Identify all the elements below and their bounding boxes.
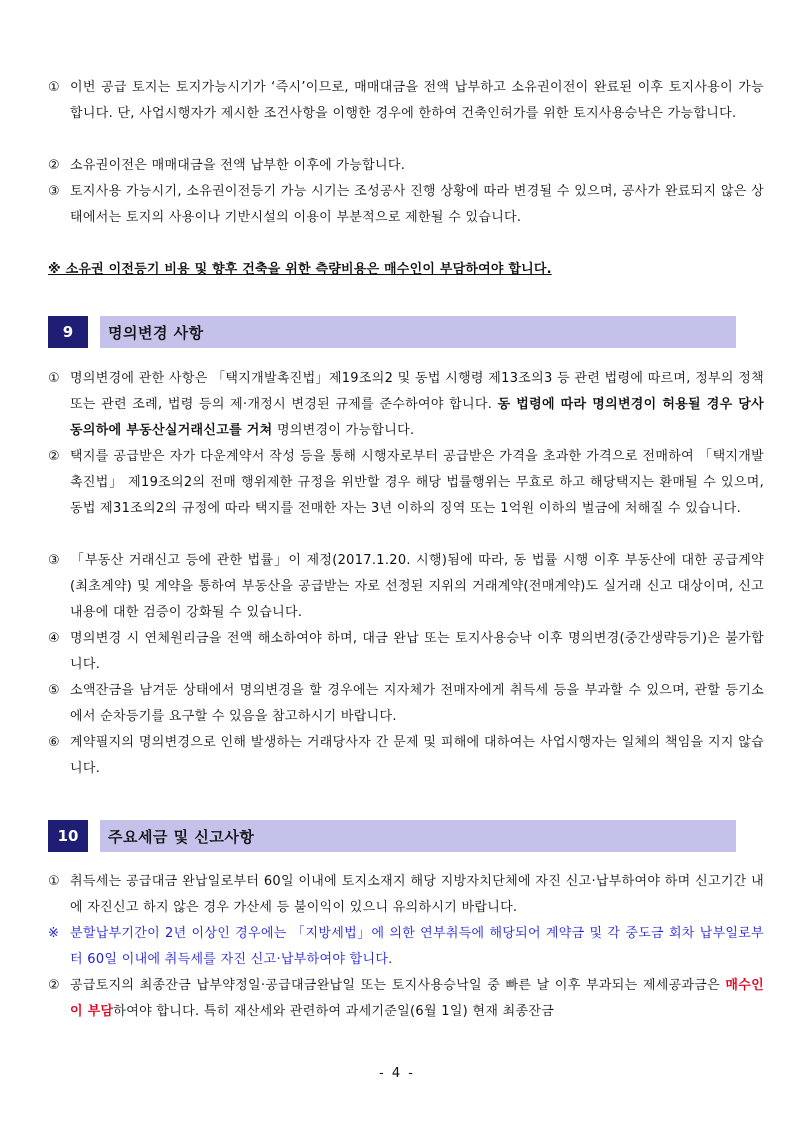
item-text: 명의변경에 관한 사항은 「택지개발촉진법」제19조의2 및 동법 시행령 제13조의3 등 관련 법령에 따르며, 정부의 정책 또는 관련 조례, 법령 등의 제·개정시 변경된 규제를 준수하여야 합니다. — [70, 371, 764, 412]
section-header — [48, 316, 736, 348]
item-text: 명의변경 시 연체원리금을 전액 해소하여야 하며, 대금 완납 또는 토지사용승낙 이후 명의변경(중간생략등기)은 불가합니다. — [70, 631, 764, 672]
item-bold-text: 동 법령에 따라 명의변경이 허용될 경우 당사 동의하에 부동산실거래신고를 거쳐 — [70, 397, 764, 438]
section-title: 주요세금 및 신고사항 — [100, 820, 736, 852]
item-marker: ⑥ — [48, 735, 60, 750]
section-number: 10 — [48, 820, 88, 852]
list-item — [48, 548, 764, 626]
item-text: 공급토지의 최종잔금 납부약정일·공급대금완납일 또는 토지사용승낙일 중 빠른 날 이후 부과되는 제세공과금은 — [70, 978, 726, 993]
item-marker: ② — [48, 978, 60, 993]
list-item — [48, 869, 764, 921]
note-text: 분할납부기간이 2년 이상인 경우에는 「지방세법」에 의한 연부취득에 해당되어 계약금 및 각 중도금 회차 납부일로부터 60일 이내에 취득세를 자진 신고·납부하여야 합니다. — [70, 926, 764, 967]
item-text: 소액잔금을 남겨둔 상태에서 명의변경을 할 경우에는 지자체가 전매자에게 취득세 등을 부과할 수 있으며, 관할 등기소에서 순차등기를 요구할 수 있음을 참고하시기 바랍니다. — [70, 683, 764, 724]
item-text: 하여야 합니다. 특히 재산세와 관련하여 과세기준일(6월 1일) 현재 최종잔금 — [113, 1004, 555, 1019]
item-marker: ③ — [48, 553, 60, 568]
list-item — [48, 730, 764, 782]
item-marker: ④ — [48, 631, 60, 646]
list-item — [48, 973, 764, 1025]
item-marker: ② — [48, 449, 60, 464]
item-text: 소유권이전은 매매대금을 전액 납부한 이후에 가능합니다. — [70, 158, 406, 173]
emphasis-text: 매수인이 부담 — [70, 978, 764, 1019]
section-header — [48, 820, 736, 852]
page-number: - 4 - — [379, 1066, 415, 1081]
item-text: 명의변경이 가능합니다. — [272, 423, 415, 438]
list-item — [48, 444, 764, 522]
item-marker: ⑤ — [48, 683, 60, 698]
item-marker: ② — [48, 158, 60, 173]
item-marker: ③ — [48, 184, 60, 199]
item-marker: ① — [48, 874, 60, 889]
item-text: 이번 공급 토지는 토지가능시기가 ‘즉시’이므로, 매매대금을 전액 납부하고 소유권이전이 완료된 이후 토지사용이 가능합니다. 단, 사업시행자가 제시한 조건사항을 이행한 경우에 한하여 건축인허가를 위한 토지사용승낙은 가능합니다. — [70, 80, 764, 121]
item-text: 취득세는 공급대금 완납일로부터 60일 이내에 토지소재지 해당 지방자치단체에 자진 신고·납부하여야 하며 신고기간 내에 자진신고 하지 않은 경우 가산세 등 불이익이 있으니 유의하시기 바랍니다. — [70, 874, 764, 915]
note-marker: ※ — [48, 926, 60, 941]
item-text: 택지를 공급받은 자가 다운계약서 작성 등을 통해 시행자로부터 공급받은 가격을 초과한 가격으로 전매하여 「택지개발촉진법」 제19조의2의 전매 행위제한 규정을 위반할 경우 해당 법률행위는 무효로 하고 해당택지는 환매될 수 있으며, 동법 제31조의2의 규정에 따라 택지를 전매한 자는 3년 이하의 징역 또는 1억원 이하의 벌금에 처해질 수 있습니다. — [70, 449, 764, 516]
note-item — [48, 921, 764, 973]
list-item — [48, 75, 764, 127]
notice-text: ※ 소유권 이전등기 비용 및 향후 건축을 위한 측량비용은 매수인이 부담하여야 합니다. — [48, 262, 552, 277]
item-text: 계약필지의 명의변경으로 인해 발생하는 거래당사자 간 문제 및 피해에 대하여는 사업시행자는 일체의 책임을 지지 않습니다. — [70, 735, 764, 776]
list-item — [48, 153, 764, 179]
item-text: 토지사용 가능시기, 소유권이전등기 가능 시기는 조성공사 진행 상황에 따라 변경될 수 있으며, 공사가 완료되지 않은 상태에서는 토지의 사용이나 기반시설의 이용이 부분적으로 제한될 수 있습니다. — [70, 184, 764, 225]
item-marker: ① — [48, 371, 60, 386]
item-marker: ① — [48, 80, 60, 95]
section-title: 명의변경 사항 — [100, 316, 736, 348]
item-text: 「부동산 거래신고 등에 관한 법률」이 제정(2017.1.20. 시행)됨에 따라, 동 법률 시행 이후 부동산에 대한 공급계약(최초계약) 및 계약을 통하여 부동산을 공급받는 자로 선정된 지위의 거래계약(전매계약)도 실거래 신고 대상이며, 신고내용에 대한 검증이 강화될 수 있습니다. — [70, 553, 764, 620]
list-item — [48, 678, 764, 730]
section-number: 9 — [48, 316, 88, 348]
list-item — [48, 626, 764, 678]
list-item — [48, 366, 764, 444]
list-item — [48, 179, 764, 231]
